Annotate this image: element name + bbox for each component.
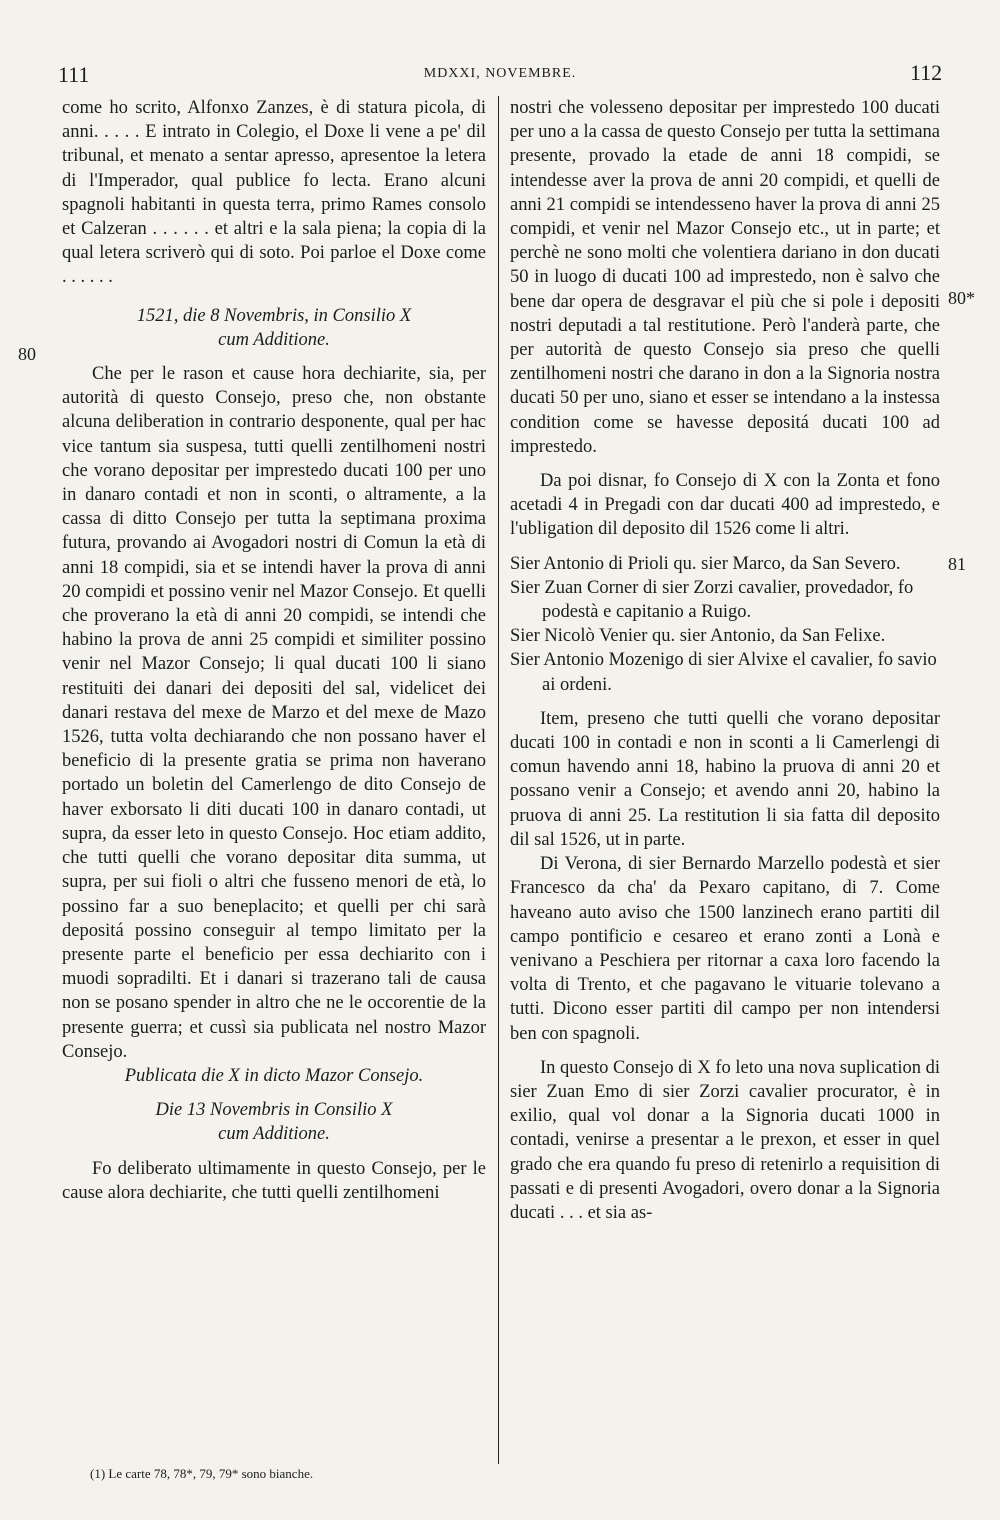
paragraph: Fo deliberato ultimamente in questo Consejo, per le cause alora dechiarite, che tutti quelli zentilhomeni	[62, 1158, 486, 1203]
margin-note-right-bottom: 81	[948, 554, 966, 574]
footnote: (1) Le carte 78, 78*, 79, 79* sono bianche.	[90, 1466, 314, 1481]
section-heading-sub: cum Additione.	[218, 1124, 330, 1145]
list-item: Sier Antonio Mozenigo di sier Alvixe el cavalier, fo savio ai ordeni.	[510, 650, 937, 695]
left-page-number: 111	[58, 62, 90, 87]
left-column	[62, 96, 486, 1205]
paragraph: In questo Consejo di X fo leto una nova suplication di sier Zuan Emo di sier Zorzi cavalier procurator, è in exilio, qual vol donar a la Signoria ducati 1000 in contadi, venirse a presentar a le prexon, et esser in quel grado che era quando fu preso di retenirlo a requisition di passati e di presenti Avogadori, overo donar a la Signoria ducati . . . et sia as-	[510, 1057, 940, 1223]
list-item: Sier Antonio di Prioli qu. sier Marco, da San Severo.	[510, 553, 901, 574]
paragraph: Da poi disnar, fo Consejo di X con la Zonta et fono acetadi 4 in Pregadi con dar ducati 400 ad imprestedo, e l'ubligation dil deposito dil 1526 come li altri.	[510, 471, 940, 540]
paragraph: Di Verona, di sier Bernardo Marzello podestà et sier Francesco da cha' da Pexaro capitano, di 7. Come haveano auto aviso che 1500 lanzinech erano partiti dil campo pontificio e cesareo et erano zonti a Lonà e venivano a Peschiera per ritornar a caxa loro facendo la volta di Trento, et che pagavano le vituarie tolevano a tutti. Dicono esser partiti dil campo per non intendersi ben con spagnoli.	[510, 854, 940, 1044]
list-item: Sier Nicolò Venier qu. sier Antonio, da San Felixe.	[510, 626, 886, 647]
right-page-number: 112	[910, 60, 943, 85]
right-column	[510, 96, 940, 1225]
margin-note-right-top: 80*	[948, 288, 975, 308]
publication-note: Publicata die X in dicto Mazor Consejo.	[124, 1065, 424, 1086]
list-item: Sier Zuan Corner di sier Zorzi cavalier, provedador, fo podestà e capitanio a Ruigo.	[510, 577, 914, 623]
section-heading: 1521, die 8 Novembris, in Consilio X	[136, 305, 412, 326]
paragraph: Item, preseno che tutti quelli che vorano depositar ducati 100 in contadi e non in sconti a li Camerlengi di comun havendo anni 18, habino la pruova di anni 20 et possano venir a Consejo; et avendo anni 20, habino la pruova di anni 25. La restitution li sia fatta dil deposito dil sal 1526, ut in parte.	[510, 708, 940, 850]
section-heading: Die 13 Novembris in Consilio X	[155, 1100, 393, 1121]
margin-note-left: 80	[18, 344, 36, 364]
running-title: MDXXI, NOVEMBRE.	[423, 66, 577, 81]
paragraph: come ho scrito, Alfonxo Zanzes, è di statura picola, di anni. . . . . E intrato in Colegio, el Doxe li vene a pe' dil tribunal, et menato a sentar apresso, apresentoe la letera di l'Imperador, qual publice fo lecta. Erano alcuni spagnoli habitanti in questa terra, primo Rames consolo et Calzeran . . . . . . et altri e la sala piena; la copia di la qual letera scriverò qui di soto. Poi parloe el Doxe come . . . . . .	[62, 98, 486, 288]
column-divider	[498, 96, 499, 1464]
section-heading-sub: cum Additione.	[218, 329, 330, 350]
paragraph: Che per le rason et cause hora dechiarite, sia, per autorità di questo Consejo, preso che, non obstante alcuna deliberation in contrario desponente, qual per hac vice tantum sia suspesa, tutti quelli zentilhomeni nostri che vorano depositar per imprestedo ducati 100 per uno in danaro contadi et non in sconti, o altramente, a la cassa di ditto Consejo per tutta la septimana proxima futura, provando ai Avogadori nostri di Comun la età di anni 18 compidi, sia et se intendi haver la prova di anni 20 compidi et possino venir nel Mazor Consejo. Et quelli che proverano la età di anni 20 compidi, se intendi che habino la prova de anni 25 compidi et similiter possino venir nel Mazor Consejo; li qual ducati 100 li siano restituiti dei danari dei depositi del sal, videlicet dei danari restava del mexe de Marzo et del mexe de Mazo 1526, tutta volta dechiarando che non possano haver el beneficio di la presente gratia se prima non haverano portado un boletin del Camerlengo de dito Consejo de haver exborsato li diti ducati 100 in danaro contadi, ut supra, da esser leto in questo Consejo. Hoc etiam addito, che tutti quelli che vorano depositar dita summa, ut supra, per sui fioli o altri che fusseno menori de età, lo possino far a suo beneplacito; et quelli per chi sarà depositá possino conseguir al tempo limitato per la presente parte el beneficio per essa dechiarito con i muodi sopradilti. Et i danari si trazerano tali de causa non se posano spender in altro che ne le occorentie de la presente guerra; et cussì sia publicata nel nostro Mazor Consejo.	[62, 364, 486, 1062]
paragraph: nostri che volesseno depositar per imprestedo 100 ducati per uno a la cassa de questo Consejo per tutta la settimana presente, provado la etade de anni 18 compidi, se intendesse aver la prova de anni 20 compidi, et quelli de anni 21 compidi se intendesseno haver la prova di anni 25 compidi, et venir nel Mazor Consejo etc., ut in parte; et perchè ne sono molti che volentiera dariano in don ducati 50 in luogo di ducati 100 ad imprestedo, non è salvo che bene dar opera de desgravar el più che si pole i depositi nostri deputadi a tal restitutione. Però l'anderà parte, che per autorità de questo Consejo sia preso che quelli zentilhomeni nostri che darano in don a la Signoria nostra ducati 50 per uno, siano et esser se intendano a la instessa condition come se havesse depositá ducati 100 ad imprestedo.	[510, 98, 940, 457]
